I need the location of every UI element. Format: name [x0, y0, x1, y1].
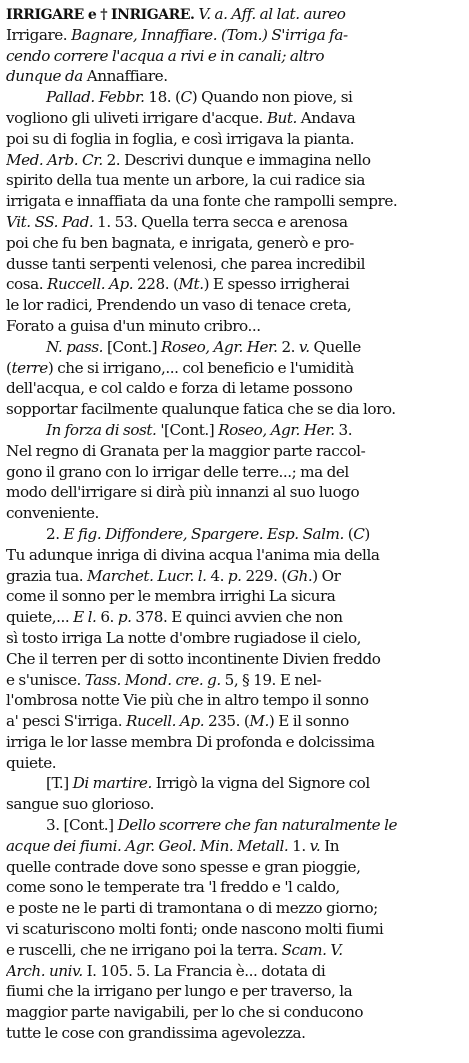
text-line — [6, 919, 463, 940]
text-run: poi che fu ben bagnata, e inrigata, generò e pro- — [6, 233, 354, 252]
text-run: Andava — [296, 108, 356, 127]
text-line — [6, 753, 463, 774]
text-run: ) E spesso irrigherai — [203, 275, 350, 294]
text-line — [6, 1002, 463, 1023]
text-run: quiete. — [6, 753, 57, 772]
text-line — [6, 815, 463, 836]
text-run: Rucell. Ap. — [125, 712, 205, 731]
text-line — [6, 482, 463, 503]
text-line — [6, 462, 463, 483]
text-line — [6, 732, 463, 753]
text-line — [6, 212, 463, 233]
text-line — [6, 191, 463, 212]
text-run: sì tosto irriga La notte d'ombre rugiadose il cielo, — [6, 628, 362, 647]
text-line — [6, 773, 463, 794]
text-line — [6, 503, 463, 524]
text-run: 1. — [288, 836, 310, 855]
text-run: Di martire. — [72, 774, 152, 793]
text-line — [6, 836, 463, 857]
text-line — [6, 4, 463, 25]
text-run: 2. — [277, 337, 299, 356]
text-run: Ruccell. Ap. — [46, 275, 134, 294]
text-run: ( — [6, 358, 12, 377]
text-run: Nel regno di Granata per la maggior parte raccol- — [6, 441, 366, 460]
text-run: quelle contrade dove sono spesse e gran pioggie, — [6, 857, 361, 876]
text-run: v. — [309, 836, 321, 855]
text-run: 2. Descrivi dunque e immagina nello — [102, 150, 371, 169]
text-line — [6, 25, 463, 46]
text-run: dunque da — [6, 67, 87, 86]
text-run: l'ombrosa notte Vie più che in altro tempo il sonno — [6, 691, 369, 710]
text-line — [6, 940, 463, 961]
text-run: Gh. — [286, 566, 313, 585]
text-run: 5, § 19. E nel- — [220, 670, 322, 689]
text-line — [6, 981, 463, 1002]
text-run: Pallad. Febbr. — [46, 88, 145, 107]
text-run: 378. E quinci avvien che non — [131, 608, 343, 627]
text-run: Mt. — [178, 275, 204, 294]
text-run: ) che si irrigano,... col beneficio e l'umidità — [47, 358, 354, 377]
text-run: p. — [227, 566, 242, 585]
text-line — [6, 794, 463, 815]
text-line — [6, 670, 463, 691]
text-run: 3. [Cont.] — [46, 816, 118, 835]
text-run: tutte le cose con grandissima agevolezza. — [6, 1024, 306, 1043]
text-line — [6, 358, 463, 379]
text-run: vogliono gli uliveti irrigare d'acque. — [6, 108, 267, 127]
text-line — [6, 170, 463, 191]
text-run: ) Quando non piove, si — [191, 88, 353, 107]
text-run: Annaffiare. — [86, 67, 168, 86]
text-run: v. — [298, 337, 310, 356]
text-run: e poste ne le parti di tramontana o di mezzo giorno; — [6, 899, 378, 918]
text-run: [Cont.] — [103, 337, 162, 356]
text-line — [6, 545, 463, 566]
text-run: '[Cont.] — [156, 420, 219, 439]
text-line — [6, 129, 463, 150]
text-run: ) E il sonno — [268, 712, 349, 731]
text-run: 229. ( — [241, 566, 287, 585]
text-line — [6, 711, 463, 732]
text-run: sangue suo glorioso. — [6, 795, 154, 814]
text-line — [6, 316, 463, 337]
text-run: Vit. SS. Pad. — [6, 212, 94, 231]
text-line — [6, 108, 463, 129]
text-run: vi scaturiscono molti fonti; onde nascono molti fiumi — [6, 920, 384, 939]
text-run: terre — [11, 358, 48, 377]
text-run: e ruscelli, che ne irrigano poi la terra. — [6, 940, 282, 959]
text-line — [6, 233, 463, 254]
text-run: Tass. Mond. cre. g. — [84, 670, 221, 689]
text-run: dell'acqua, e col caldo e forza di letame possono — [6, 379, 353, 398]
text-run: grazia tua. — [6, 566, 87, 585]
text-line — [6, 586, 463, 607]
text-line — [6, 295, 463, 316]
text-run: acque dei fiumi. Agr. Geol. Min. Metall. — [6, 836, 289, 855]
text-run: [T.] — [46, 774, 73, 793]
text-run: 235. ( — [204, 712, 250, 731]
text-run: E l. — [73, 608, 97, 627]
text-line — [6, 337, 463, 358]
text-run: Med. Arb. Cr. — [6, 150, 103, 169]
text-line — [6, 877, 463, 898]
text-line — [6, 524, 463, 545]
text-line — [6, 378, 463, 399]
text-run: N. pass. — [46, 337, 104, 356]
text-run: e s'unisce. — [6, 670, 85, 689]
text-run: But. — [266, 108, 297, 127]
text-run: ( — [343, 524, 354, 543]
text-run: C — [353, 524, 365, 543]
text-run: Bagnare, Innaffiare. (Tom.) S'irriga fa- — [71, 25, 348, 44]
text-run: Dello scorrere che fan naturalmente le — [117, 816, 398, 835]
text-run: p. — [117, 608, 132, 627]
text-run: ) Or — [312, 566, 341, 585]
text-run: Forato a guisa d'un minuto cribro... — [6, 316, 261, 335]
text-run: cosa. — [6, 275, 47, 294]
text-line — [6, 441, 463, 462]
text-run: Che il terren per di sotto incontinente Divien freddo — [6, 649, 381, 668]
text-run: fiumi che la irrigano per lungo e per traverso, la — [6, 982, 353, 1001]
text-run: E fig. Diffondere, Spargere. Esp. Salm. — [63, 524, 344, 543]
text-run: Tu adunque inriga di divina acqua l'anima mia della — [6, 545, 380, 564]
text-run: Marchet. Lucr. l. — [86, 566, 207, 585]
text-run: spirito della tua mente un arbore, la cui radice sia — [6, 171, 365, 190]
text-run: le lor radici, Prendendo un vaso di tenace creta, — [6, 296, 352, 315]
text-run: come il sonno per le membra irrighi La sicura — [6, 587, 336, 606]
text-run: Arch. univ. — [6, 961, 83, 980]
text-run: modo dell'irrigare si dirà più innanzi al suo luogo — [6, 483, 360, 502]
text-line — [6, 607, 463, 628]
text-run: Scam. V. — [281, 940, 343, 959]
text-line — [6, 274, 463, 295]
text-line — [6, 628, 463, 649]
text-line — [6, 46, 463, 67]
text-line — [6, 898, 463, 919]
text-run: a' pesci S'irriga. — [6, 712, 126, 731]
text-run: gono il grano con lo irrigar delle terre...; ma del — [6, 462, 349, 481]
text-run: Roseo, Agr. Her. — [161, 337, 278, 356]
text-run: M. — [249, 712, 269, 731]
text-line — [6, 150, 463, 171]
text-run: irriga le lor lasse membra Di profonda e dolcissima — [6, 732, 375, 751]
text-line — [6, 1023, 463, 1044]
text-run: poi su di foglia in foglia, e così irrigava la pianta. — [6, 129, 355, 148]
text-run: Roseo, Agr. Her. — [218, 420, 335, 439]
text-run: come sono le temperate tra 'l freddo e 'l caldo, — [6, 878, 340, 897]
text-line — [6, 87, 463, 108]
text-run: irrigata e innaffiata da una fonte che rampolli sempre. — [6, 192, 398, 211]
text-line — [6, 399, 463, 420]
text-run: Quelle — [309, 337, 361, 356]
text-run: ) — [364, 524, 370, 543]
text-run: quiete,... — [6, 608, 74, 627]
text-run: 228. ( — [133, 275, 179, 294]
text-run: V. a. Aff. al lat. aureo — [194, 5, 346, 23]
text-run: Irrigò la vigna del Signore col — [151, 774, 370, 793]
text-run: 1. 53. Quella terra secca e arenosa — [93, 212, 348, 231]
text-run: In forza di sost. — [46, 420, 157, 439]
text-line — [6, 961, 463, 982]
headword: IRRIGARE e † INRIGARE. — [6, 7, 195, 23]
text-run: sopportar facilmente qualunque fatica che se dia loro. — [6, 400, 396, 419]
text-run: C — [180, 88, 192, 107]
text-line — [6, 420, 463, 441]
text-run: cendo correre l'acqua a rivi e in canali; altro — [6, 46, 325, 65]
text-run: I. 105. 5. La Francia è... dotata di — [82, 961, 326, 980]
text-line — [6, 254, 463, 275]
text-run: 3. — [334, 420, 353, 439]
text-line — [6, 857, 463, 878]
text-run: In — [320, 836, 340, 855]
text-line — [6, 649, 463, 670]
text-run: maggior parte navigabili, per lo che si conducono — [6, 1003, 364, 1022]
text-run: Irrigare. — [6, 25, 72, 44]
text-line — [6, 690, 463, 711]
text-run: 2. — [46, 524, 64, 543]
text-line — [6, 66, 463, 87]
text-run: 6. — [96, 608, 118, 627]
text-run: dusse tanti serpenti velenosi, che parea incredibil — [6, 254, 366, 273]
text-run: 18. ( — [144, 88, 181, 107]
text-run: conveniente. — [6, 504, 99, 523]
text-line — [6, 566, 463, 587]
text-run: 4. — [206, 566, 228, 585]
